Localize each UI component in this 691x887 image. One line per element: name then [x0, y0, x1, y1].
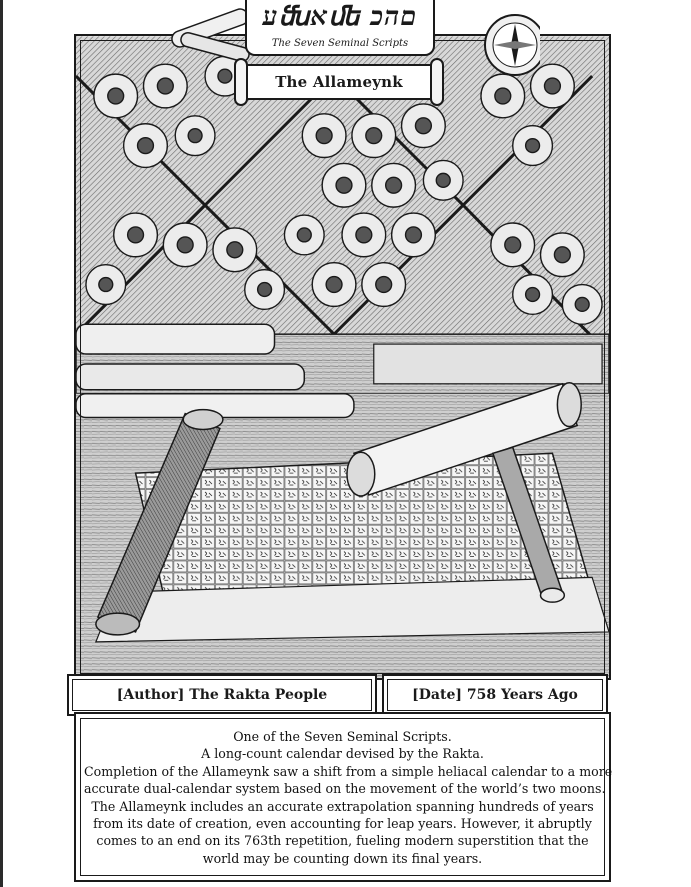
logo-script: ﬠﬓﬡﬔ ﬦﬣﬤ — [262, 2, 418, 32]
author-box-inner — [72, 679, 372, 711]
author-box — [67, 674, 377, 716]
panel-inner-border — [80, 40, 605, 674]
illustration-panel — [74, 34, 611, 680]
description-line: A long-count calendar devised by the Rakta. — [201, 746, 484, 762]
date-box — [382, 674, 608, 716]
author-label: [Author] The Rakta People — [116, 687, 328, 703]
description-line: accurate dual-calendar system based on the movement of the world’s two moons. — [84, 781, 606, 797]
logo-scroll — [245, 0, 435, 56]
description-line: from its date of creation, even accounting for leap years. However, it abruptly — [93, 816, 592, 832]
description-line: One of the Seven Seminal Scripts. — [233, 729, 452, 744]
date-box-inner — [387, 679, 603, 711]
date-label: [Date] 758 Years Ago — [412, 687, 578, 703]
description-line: comes to an end on its 763th repetition, fueling modern superstition that the — [96, 833, 589, 849]
description-box — [74, 712, 611, 882]
logo-subtitle: The Seven Seminal Scripts — [271, 38, 409, 49]
description-line: Completion of the Allameynk saw a shift from a simple heliacal calendar to a more — [84, 763, 613, 779]
page-title: The Allameynk — [275, 73, 403, 91]
description-line: The Allameynk includes an accurate extrapolation spanning hundreds of years — [91, 798, 594, 814]
title-banner — [244, 64, 434, 100]
description-line: world may be counting down its final years. — [202, 850, 483, 866]
description-text — [84, 728, 613, 867]
page-edge — [0, 0, 3, 887]
